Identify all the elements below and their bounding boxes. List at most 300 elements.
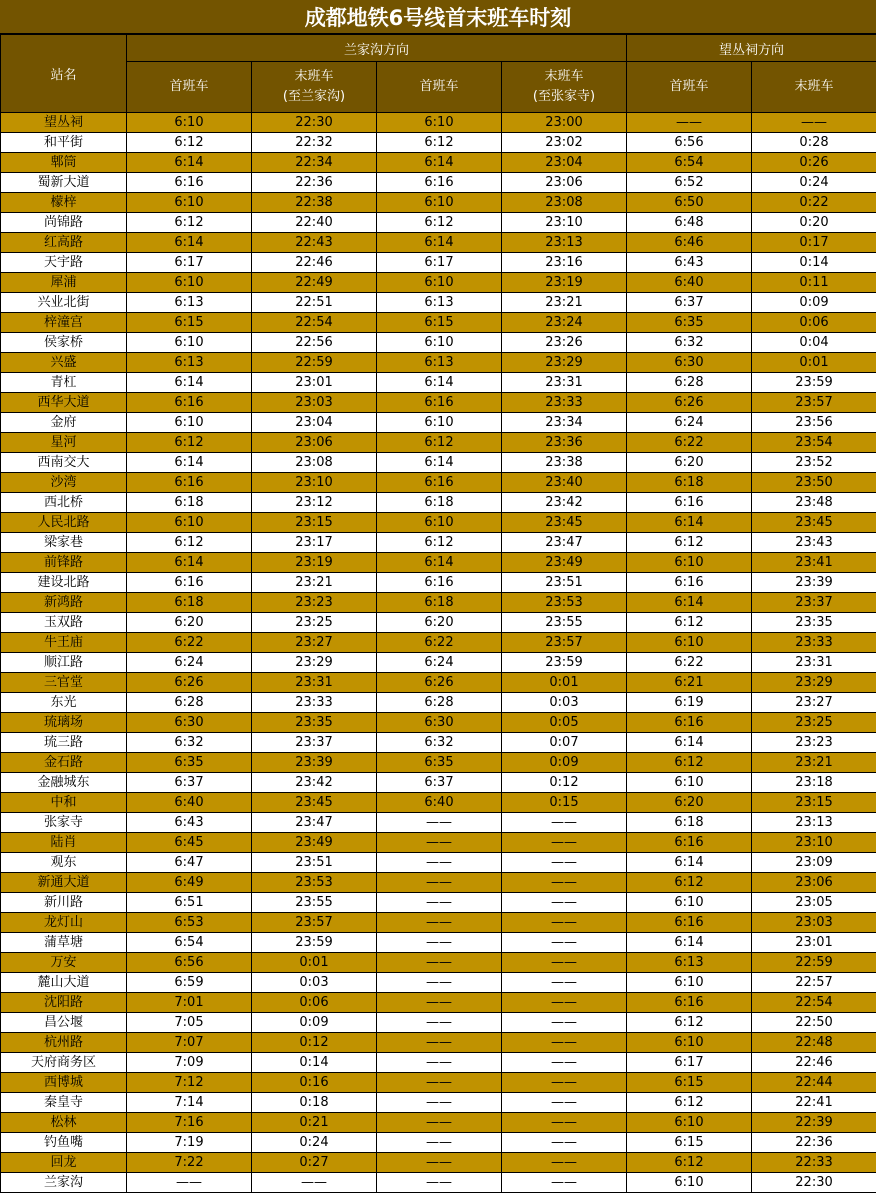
first-train-lanjiagou: 6:45 bbox=[127, 833, 252, 853]
table-row bbox=[1, 513, 876, 533]
last-train-zhangjiasi: 23:47 bbox=[502, 533, 627, 553]
station-name: 陆肖 bbox=[1, 833, 127, 853]
last-train-wangcongci: 23:15 bbox=[752, 793, 876, 813]
station-name: 犀浦 bbox=[1, 273, 127, 293]
last-train-lanjiagou: 23:29 bbox=[252, 653, 377, 673]
station-name: 郫筒 bbox=[1, 153, 127, 173]
header-first-train-2: 首班车 bbox=[377, 62, 502, 113]
last-train-zhangjiasi: 23:36 bbox=[502, 433, 627, 453]
last-train-zhangjiasi: 23:42 bbox=[502, 493, 627, 513]
first-train-wangcongci: 6:10 bbox=[627, 893, 752, 913]
first-train-wangcongci: 6:16 bbox=[627, 713, 752, 733]
last-train-wangcongci: 23:27 bbox=[752, 693, 876, 713]
last-train-zhangjiasi: —— bbox=[502, 1173, 627, 1193]
first-train-zhangjiasi: 6:16 bbox=[377, 393, 502, 413]
last-train-zhangjiasi: —— bbox=[502, 1113, 627, 1133]
first-train-lanjiagou: 6:43 bbox=[127, 813, 252, 833]
last-train-wangcongci: 23:03 bbox=[752, 913, 876, 933]
table-row bbox=[1, 753, 876, 773]
first-train-lanjiagou: 6:24 bbox=[127, 653, 252, 673]
station-name: 观东 bbox=[1, 853, 127, 873]
last-train-zhangjiasi: —— bbox=[502, 1153, 627, 1173]
first-train-zhangjiasi: —— bbox=[377, 1033, 502, 1053]
table-row bbox=[1, 833, 876, 853]
table-row bbox=[1, 213, 876, 233]
first-train-wangcongci: 6:15 bbox=[627, 1073, 752, 1093]
last-train-zhangjiasi: 23:26 bbox=[502, 333, 627, 353]
header-direction-wangcongci: 望丛祠方向 bbox=[627, 35, 876, 62]
first-train-lanjiagou: 6:13 bbox=[127, 293, 252, 313]
last-train-wangcongci: 23:31 bbox=[752, 653, 876, 673]
last-train-wangcongci: 22:33 bbox=[752, 1153, 876, 1173]
first-train-zhangjiasi: 6:26 bbox=[377, 673, 502, 693]
station-name: 张家寺 bbox=[1, 813, 127, 833]
last-train-lanjiagou: 0:18 bbox=[252, 1093, 377, 1113]
first-train-zhangjiasi: 6:14 bbox=[377, 153, 502, 173]
first-train-lanjiagou: 6:14 bbox=[127, 453, 252, 473]
header-to-zhangjiasi: (至张家寺) bbox=[532, 89, 596, 104]
station-name: 兰家沟 bbox=[1, 1173, 127, 1193]
first-train-wangcongci: 6:54 bbox=[627, 153, 752, 173]
first-train-lanjiagou: 6:49 bbox=[127, 873, 252, 893]
last-train-zhangjiasi: —— bbox=[502, 1073, 627, 1093]
table-row bbox=[1, 353, 876, 373]
first-train-wangcongci: 6:24 bbox=[627, 413, 752, 433]
last-train-zhangjiasi: 23:55 bbox=[502, 613, 627, 633]
last-train-lanjiagou: 0:24 bbox=[252, 1133, 377, 1153]
table-row bbox=[1, 1173, 876, 1193]
last-train-zhangjiasi: —— bbox=[502, 913, 627, 933]
header-to-lanjiagou: (至兰家沟) bbox=[282, 89, 346, 104]
first-train-lanjiagou: 6:10 bbox=[127, 413, 252, 433]
header-last-train-to-lanjiagou bbox=[252, 62, 377, 113]
last-train-lanjiagou: 22:30 bbox=[252, 113, 377, 133]
first-train-zhangjiasi: —— bbox=[377, 1073, 502, 1093]
last-train-wangcongci: 22:36 bbox=[752, 1133, 876, 1153]
last-train-wangcongci: 0:28 bbox=[752, 133, 876, 153]
first-train-zhangjiasi: —— bbox=[377, 1053, 502, 1073]
first-train-lanjiagou: —— bbox=[127, 1173, 252, 1193]
first-train-wangcongci: 6:30 bbox=[627, 353, 752, 373]
last-train-wangcongci: 22:50 bbox=[752, 1013, 876, 1033]
last-train-zhangjiasi: 0:12 bbox=[502, 773, 627, 793]
last-train-lanjiagou: 22:59 bbox=[252, 353, 377, 373]
last-train-wangcongci: 22:57 bbox=[752, 973, 876, 993]
first-train-lanjiagou: 6:16 bbox=[127, 573, 252, 593]
last-train-lanjiagou: 23:53 bbox=[252, 873, 377, 893]
table-row bbox=[1, 773, 876, 793]
last-train-zhangjiasi: 23:00 bbox=[502, 113, 627, 133]
last-train-wangcongci: 22:41 bbox=[752, 1093, 876, 1113]
first-train-wangcongci: 6:12 bbox=[627, 1153, 752, 1173]
table-row bbox=[1, 393, 876, 413]
last-train-lanjiagou: 23:45 bbox=[252, 793, 377, 813]
table-row bbox=[1, 233, 876, 253]
table-row bbox=[1, 933, 876, 953]
first-train-wangcongci: 6:56 bbox=[627, 133, 752, 153]
table-row bbox=[1, 333, 876, 353]
first-train-wangcongci: 6:28 bbox=[627, 373, 752, 393]
first-train-lanjiagou: 6:10 bbox=[127, 513, 252, 533]
last-train-zhangjiasi: 23:06 bbox=[502, 173, 627, 193]
first-train-wangcongci: 6:18 bbox=[627, 473, 752, 493]
last-train-lanjiagou: 23:23 bbox=[252, 593, 377, 613]
first-train-wangcongci: 6:16 bbox=[627, 493, 752, 513]
header-first-train-1: 首班车 bbox=[127, 62, 252, 113]
first-train-zhangjiasi: 6:12 bbox=[377, 213, 502, 233]
first-train-zhangjiasi: 6:10 bbox=[377, 113, 502, 133]
first-train-zhangjiasi: 6:35 bbox=[377, 753, 502, 773]
last-train-lanjiagou: 0:03 bbox=[252, 973, 377, 993]
first-train-wangcongci: 6:43 bbox=[627, 253, 752, 273]
last-train-wangcongci: 22:59 bbox=[752, 953, 876, 973]
last-train-lanjiagou: 0:16 bbox=[252, 1073, 377, 1093]
last-train-lanjiagou: 23:08 bbox=[252, 453, 377, 473]
last-train-wangcongci: 23:59 bbox=[752, 373, 876, 393]
last-train-lanjiagou: 23:35 bbox=[252, 713, 377, 733]
last-train-zhangjiasi: 23:13 bbox=[502, 233, 627, 253]
first-train-lanjiagou: 6:35 bbox=[127, 753, 252, 773]
last-train-lanjiagou: 0:12 bbox=[252, 1033, 377, 1053]
station-name: 新鸿路 bbox=[1, 593, 127, 613]
first-train-lanjiagou: 7:22 bbox=[127, 1153, 252, 1173]
last-train-lanjiagou: 23:31 bbox=[252, 673, 377, 693]
last-train-lanjiagou: 23:25 bbox=[252, 613, 377, 633]
last-train-wangcongci: 0:26 bbox=[752, 153, 876, 173]
first-train-zhangjiasi: —— bbox=[377, 1113, 502, 1133]
first-train-zhangjiasi: —— bbox=[377, 973, 502, 993]
first-train-wangcongci: 6:14 bbox=[627, 933, 752, 953]
first-train-wangcongci: 6:12 bbox=[627, 613, 752, 633]
first-train-wangcongci: 6:10 bbox=[627, 773, 752, 793]
last-train-wangcongci: 22:48 bbox=[752, 1033, 876, 1053]
first-train-lanjiagou: 6:20 bbox=[127, 613, 252, 633]
last-train-zhangjiasi: 23:16 bbox=[502, 253, 627, 273]
first-train-lanjiagou: 7:12 bbox=[127, 1073, 252, 1093]
last-train-wangcongci: 23:56 bbox=[752, 413, 876, 433]
first-train-zhangjiasi: —— bbox=[377, 1173, 502, 1193]
last-train-wangcongci: 23:35 bbox=[752, 613, 876, 633]
last-train-zhangjiasi: 23:24 bbox=[502, 313, 627, 333]
first-train-lanjiagou: 6:10 bbox=[127, 333, 252, 353]
last-train-wangcongci: 22:39 bbox=[752, 1113, 876, 1133]
station-name: 昌公堰 bbox=[1, 1013, 127, 1033]
first-train-lanjiagou: 6:16 bbox=[127, 473, 252, 493]
last-train-zhangjiasi: 0:03 bbox=[502, 693, 627, 713]
station-name: 望丛祠 bbox=[1, 113, 127, 133]
last-train-lanjiagou: 23:03 bbox=[252, 393, 377, 413]
last-train-zhangjiasi: 23:33 bbox=[502, 393, 627, 413]
table-row bbox=[1, 653, 876, 673]
first-train-wangcongci: 6:10 bbox=[627, 553, 752, 573]
table-row bbox=[1, 193, 876, 213]
first-train-wangcongci: 6:10 bbox=[627, 633, 752, 653]
station-name: 麓山大道 bbox=[1, 973, 127, 993]
last-train-zhangjiasi: 23:10 bbox=[502, 213, 627, 233]
timetable bbox=[0, 34, 876, 1193]
last-train-wangcongci: 23:39 bbox=[752, 573, 876, 593]
station-name: 前锋路 bbox=[1, 553, 127, 573]
station-name: 人民北路 bbox=[1, 513, 127, 533]
table-row bbox=[1, 693, 876, 713]
last-train-zhangjiasi: —— bbox=[502, 1133, 627, 1153]
last-train-wangcongci: 23:37 bbox=[752, 593, 876, 613]
first-train-lanjiagou: 6:40 bbox=[127, 793, 252, 813]
first-train-lanjiagou: 6:15 bbox=[127, 313, 252, 333]
first-train-zhangjiasi: 6:22 bbox=[377, 633, 502, 653]
table-row bbox=[1, 973, 876, 993]
first-train-zhangjiasi: 6:18 bbox=[377, 493, 502, 513]
station-name: 西南交大 bbox=[1, 453, 127, 473]
last-train-lanjiagou: 23:21 bbox=[252, 573, 377, 593]
first-train-wangcongci: 6:12 bbox=[627, 873, 752, 893]
last-train-wangcongci: 23:21 bbox=[752, 753, 876, 773]
first-train-wangcongci: 6:16 bbox=[627, 573, 752, 593]
last-train-zhangjiasi: —— bbox=[502, 893, 627, 913]
last-train-wangcongci: 23:57 bbox=[752, 393, 876, 413]
last-train-lanjiagou: 0:01 bbox=[252, 953, 377, 973]
station-name: 梓潼宫 bbox=[1, 313, 127, 333]
last-train-wangcongci: 0:14 bbox=[752, 253, 876, 273]
last-train-lanjiagou: 23:39 bbox=[252, 753, 377, 773]
first-train-lanjiagou: 6:37 bbox=[127, 773, 252, 793]
first-train-zhangjiasi: 6:37 bbox=[377, 773, 502, 793]
table-row bbox=[1, 713, 876, 733]
last-train-wangcongci: 23:33 bbox=[752, 633, 876, 653]
station-name: 青杠 bbox=[1, 373, 127, 393]
last-train-wangcongci: 22:54 bbox=[752, 993, 876, 1013]
last-train-zhangjiasi: 23:49 bbox=[502, 553, 627, 573]
first-train-wangcongci: 6:32 bbox=[627, 333, 752, 353]
first-train-lanjiagou: 6:12 bbox=[127, 213, 252, 233]
last-train-lanjiagou: 0:09 bbox=[252, 1013, 377, 1033]
table-row bbox=[1, 433, 876, 453]
table-row bbox=[1, 1053, 876, 1073]
last-train-zhangjiasi: 23:59 bbox=[502, 653, 627, 673]
last-train-lanjiagou: 22:46 bbox=[252, 253, 377, 273]
first-train-wangcongci: 6:50 bbox=[627, 193, 752, 213]
table-row bbox=[1, 553, 876, 573]
last-train-wangcongci: 23:18 bbox=[752, 773, 876, 793]
last-train-lanjiagou: 22:54 bbox=[252, 313, 377, 333]
first-train-lanjiagou: 6:14 bbox=[127, 233, 252, 253]
table-row bbox=[1, 313, 876, 333]
first-train-lanjiagou: 6:10 bbox=[127, 273, 252, 293]
table-row bbox=[1, 893, 876, 913]
table-row bbox=[1, 413, 876, 433]
last-train-lanjiagou: 22:43 bbox=[252, 233, 377, 253]
last-train-wangcongci: 23:06 bbox=[752, 873, 876, 893]
station-name: 西北桥 bbox=[1, 493, 127, 513]
table-row bbox=[1, 993, 876, 1013]
first-train-wangcongci: 6:10 bbox=[627, 1033, 752, 1053]
last-train-lanjiagou: 23:47 bbox=[252, 813, 377, 833]
table-row bbox=[1, 1113, 876, 1133]
last-train-lanjiagou: 23:15 bbox=[252, 513, 377, 533]
table-row bbox=[1, 1073, 876, 1093]
first-train-wangcongci: 6:15 bbox=[627, 1133, 752, 1153]
last-train-wangcongci: 22:44 bbox=[752, 1073, 876, 1093]
first-train-lanjiagou: 6:54 bbox=[127, 933, 252, 953]
last-train-wangcongci: 0:17 bbox=[752, 233, 876, 253]
last-train-wangcongci: 23:25 bbox=[752, 713, 876, 733]
first-train-lanjiagou: 6:53 bbox=[127, 913, 252, 933]
last-train-lanjiagou: 23:01 bbox=[252, 373, 377, 393]
first-train-zhangjiasi: 6:24 bbox=[377, 653, 502, 673]
table-row bbox=[1, 273, 876, 293]
table-row bbox=[1, 593, 876, 613]
first-train-wangcongci: 6:14 bbox=[627, 513, 752, 533]
last-train-lanjiagou: 0:14 bbox=[252, 1053, 377, 1073]
first-train-wangcongci: 6:16 bbox=[627, 993, 752, 1013]
last-train-wangcongci: 23:05 bbox=[752, 893, 876, 913]
first-train-zhangjiasi: 6:10 bbox=[377, 413, 502, 433]
last-train-zhangjiasi: —— bbox=[502, 813, 627, 833]
table-row bbox=[1, 913, 876, 933]
last-train-zhangjiasi: 0:01 bbox=[502, 673, 627, 693]
first-train-wangcongci: 6:14 bbox=[627, 853, 752, 873]
first-train-zhangjiasi: —— bbox=[377, 1153, 502, 1173]
first-train-wangcongci: 6:40 bbox=[627, 273, 752, 293]
first-train-zhangjiasi: —— bbox=[377, 953, 502, 973]
table-row bbox=[1, 533, 876, 553]
first-train-zhangjiasi: —— bbox=[377, 993, 502, 1013]
last-train-wangcongci: 23:01 bbox=[752, 933, 876, 953]
last-train-zhangjiasi: 23:29 bbox=[502, 353, 627, 373]
last-train-wangcongci: 23:10 bbox=[752, 833, 876, 853]
table-row bbox=[1, 633, 876, 653]
table-row bbox=[1, 1013, 876, 1033]
first-train-wangcongci: 6:18 bbox=[627, 813, 752, 833]
last-train-lanjiagou: 22:36 bbox=[252, 173, 377, 193]
station-name: 回龙 bbox=[1, 1153, 127, 1173]
first-train-zhangjiasi: 6:32 bbox=[377, 733, 502, 753]
station-name: 建设北路 bbox=[1, 573, 127, 593]
first-train-zhangjiasi: 6:13 bbox=[377, 293, 502, 313]
last-train-lanjiagou: —— bbox=[252, 1173, 377, 1193]
last-train-zhangjiasi: 0:05 bbox=[502, 713, 627, 733]
timetable-body bbox=[1, 113, 876, 1193]
last-train-zhangjiasi: 23:40 bbox=[502, 473, 627, 493]
last-train-wangcongci: —— bbox=[752, 113, 876, 133]
last-train-zhangjiasi: 23:57 bbox=[502, 633, 627, 653]
first-train-lanjiagou: 6:59 bbox=[127, 973, 252, 993]
first-train-zhangjiasi: —— bbox=[377, 1093, 502, 1113]
station-name: 玉双路 bbox=[1, 613, 127, 633]
table-row bbox=[1, 453, 876, 473]
first-train-lanjiagou: 7:09 bbox=[127, 1053, 252, 1073]
table-row bbox=[1, 733, 876, 753]
station-name: 西博城 bbox=[1, 1073, 127, 1093]
station-name: 兴盛 bbox=[1, 353, 127, 373]
last-train-wangcongci: 0:24 bbox=[752, 173, 876, 193]
first-train-lanjiagou: 6:13 bbox=[127, 353, 252, 373]
last-train-lanjiagou: 23:51 bbox=[252, 853, 377, 873]
first-train-zhangjiasi: 6:10 bbox=[377, 193, 502, 213]
table-row bbox=[1, 473, 876, 493]
last-train-wangcongci: 0:11 bbox=[752, 273, 876, 293]
first-train-lanjiagou: 7:07 bbox=[127, 1033, 252, 1053]
first-train-zhangjiasi: 6:18 bbox=[377, 593, 502, 613]
header-last-label: 末班车 bbox=[544, 69, 584, 84]
first-train-wangcongci: 6:10 bbox=[627, 973, 752, 993]
station-name: 檬梓 bbox=[1, 193, 127, 213]
last-train-zhangjiasi: 23:31 bbox=[502, 373, 627, 393]
last-train-zhangjiasi: —— bbox=[502, 833, 627, 853]
first-train-lanjiagou: 7:19 bbox=[127, 1133, 252, 1153]
last-train-zhangjiasi: 23:19 bbox=[502, 273, 627, 293]
first-train-zhangjiasi: 6:10 bbox=[377, 273, 502, 293]
first-train-zhangjiasi: 6:12 bbox=[377, 533, 502, 553]
first-train-wangcongci: 6:48 bbox=[627, 213, 752, 233]
station-name: 中和 bbox=[1, 793, 127, 813]
table-row bbox=[1, 113, 876, 133]
table-row bbox=[1, 813, 876, 833]
first-train-wangcongci: 6:20 bbox=[627, 453, 752, 473]
last-train-lanjiagou: 23:12 bbox=[252, 493, 377, 513]
last-train-lanjiagou: 22:51 bbox=[252, 293, 377, 313]
station-name: 万安 bbox=[1, 953, 127, 973]
station-name: 梁家巷 bbox=[1, 533, 127, 553]
station-name: 东光 bbox=[1, 693, 127, 713]
table-row bbox=[1, 133, 876, 153]
last-train-wangcongci: 23:29 bbox=[752, 673, 876, 693]
last-train-zhangjiasi: —— bbox=[502, 1033, 627, 1053]
station-name: 蜀新大道 bbox=[1, 173, 127, 193]
first-train-wangcongci: 6:37 bbox=[627, 293, 752, 313]
station-name: 新通大道 bbox=[1, 873, 127, 893]
station-name: 天宇路 bbox=[1, 253, 127, 273]
last-train-lanjiagou: 0:27 bbox=[252, 1153, 377, 1173]
last-train-zhangjiasi: 23:38 bbox=[502, 453, 627, 473]
first-train-lanjiagou: 6:14 bbox=[127, 373, 252, 393]
last-train-zhangjiasi: 0:15 bbox=[502, 793, 627, 813]
first-train-zhangjiasi: 6:12 bbox=[377, 133, 502, 153]
first-train-lanjiagou: 6:28 bbox=[127, 693, 252, 713]
station-name: 金石路 bbox=[1, 753, 127, 773]
last-train-lanjiagou: 23:04 bbox=[252, 413, 377, 433]
station-name: 兴业北街 bbox=[1, 293, 127, 313]
header-last-train-3: 末班车 bbox=[752, 62, 876, 113]
last-train-zhangjiasi: —— bbox=[502, 973, 627, 993]
first-train-zhangjiasi: 6:40 bbox=[377, 793, 502, 813]
first-train-zhangjiasi: 6:16 bbox=[377, 573, 502, 593]
first-train-lanjiagou: 6:14 bbox=[127, 153, 252, 173]
table-row bbox=[1, 613, 876, 633]
last-train-wangcongci: 0:06 bbox=[752, 313, 876, 333]
last-train-lanjiagou: 23:17 bbox=[252, 533, 377, 553]
last-train-wangcongci: 22:46 bbox=[752, 1053, 876, 1073]
last-train-wangcongci: 23:52 bbox=[752, 453, 876, 473]
last-train-zhangjiasi: 23:53 bbox=[502, 593, 627, 613]
table-row bbox=[1, 853, 876, 873]
table-row bbox=[1, 1153, 876, 1173]
last-train-lanjiagou: 22:32 bbox=[252, 133, 377, 153]
first-train-lanjiagou: 7:01 bbox=[127, 993, 252, 1013]
station-name: 三官堂 bbox=[1, 673, 127, 693]
station-name: 龙灯山 bbox=[1, 913, 127, 933]
station-name: 松林 bbox=[1, 1113, 127, 1133]
first-train-lanjiagou: 6:17 bbox=[127, 253, 252, 273]
last-train-lanjiagou: 23:55 bbox=[252, 893, 377, 913]
first-train-wangcongci: 6:20 bbox=[627, 793, 752, 813]
first-train-wangcongci: 6:12 bbox=[627, 753, 752, 773]
last-train-wangcongci: 23:48 bbox=[752, 493, 876, 513]
first-train-zhangjiasi: 6:12 bbox=[377, 433, 502, 453]
last-train-lanjiagou: 0:06 bbox=[252, 993, 377, 1013]
table-row bbox=[1, 1133, 876, 1153]
first-train-lanjiagou: 6:12 bbox=[127, 533, 252, 553]
